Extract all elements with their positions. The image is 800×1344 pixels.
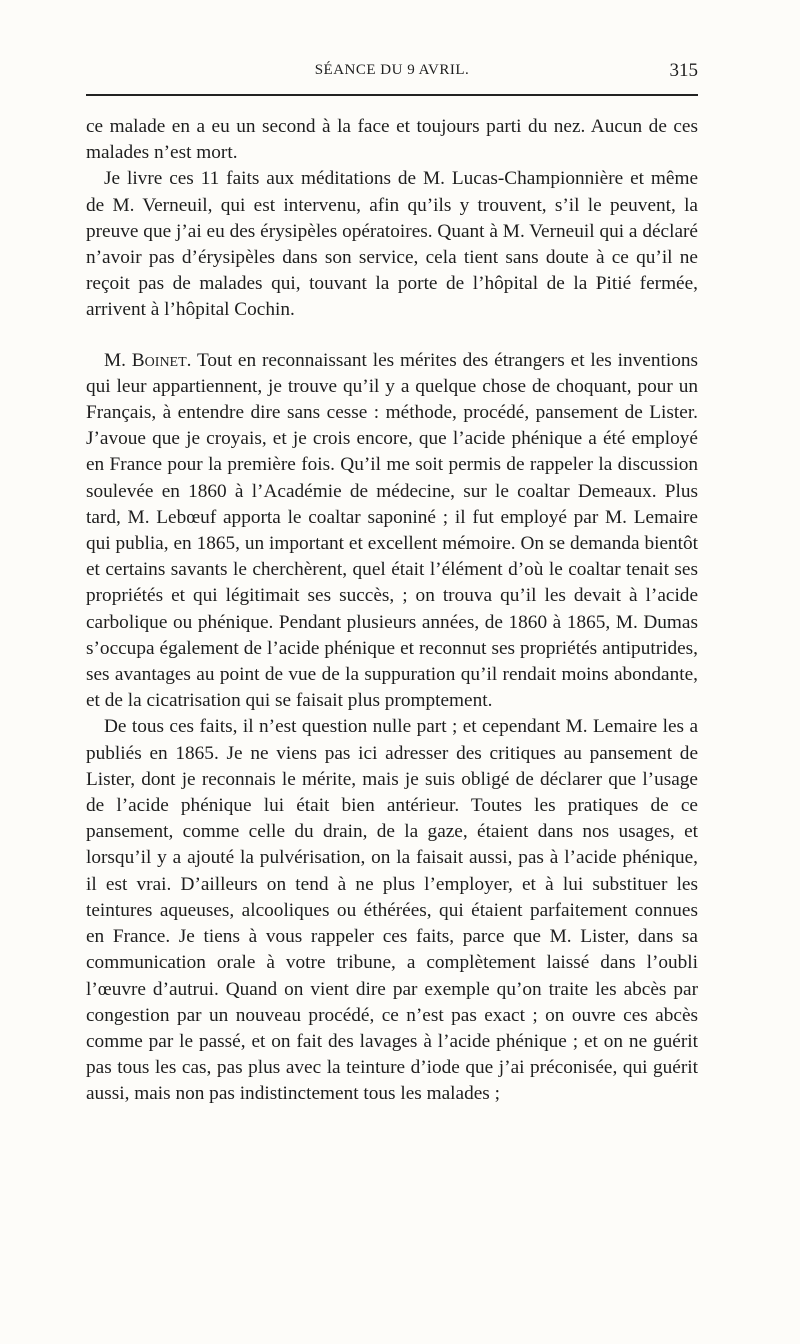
header-rule [86,94,698,96]
paragraph-text: De tous ces faits, il n’est question nulle part ; et cependant M. Lemaire les a publiés en 1865. Je ne viens pas ici adresser des critiques au pansement de Lister, dont je reconnais le mérite, mais je suis obligé de déclarer que l’usage de l’acide phénique lui était bien antérieur. Toutes les pratiques de ce pansement, comme celle du drain, de la gaze, étaient dans nos usages, et lorsqu’il y a ajouté la pulvérisation, on la faisait aussi, pas à l’acide phénique, il est vrai. D’ailleurs on tend à ne plus l’employer, et à lui substituer les teintures aqueuses, alcooliques ou éthérées, qui étaient parfaitement connues en France. Je tiens à vous rappeler ces faits, parce que M. Lister, dans sa communication orale à votre tribune, a complètement laissé dans l’oubli l’œuvre d’autrui. Quand on vient dire par exemple qu’on traite les abcès par congestion par un nouveau procédé, ce n’est pas exact ; on ouvre ces abcès comme par le passé, et on fait des lavages à l’acide phénique ; et on ne guérit pas tous les cas, pas plus avec la teinture d’iode que j’ai préconisée, qui guérit aussi, mais non pas indistinctement tous les malades ; [86,716,698,1105]
speaker-name: M. Boinet. [104,349,192,371]
running-head [86,62,698,86]
page-number: 315 [669,60,698,81]
paragraph [86,114,698,166]
paragraph [86,166,698,323]
paragraph-text: Tout en reconnaissant les mérites des étrangers et les inventions qui leur appartiennent, je trouve qu’il y a quelque chose de choquant, pour un Français, à entendre dire sans cesse : méthode, procédé, pansement de Lister. J’avoue que je croyais, et je crois encore, que l’acide phénique a été employé en France pour la première fois. Qu’il me soit permis de rappeler la discussion soulevée en 1860 à l’Académie de médecine, sur le coaltar Demeaux. Plus tard, M. Lebœuf apporta le coaltar saponiné ; il fut employé par M. Lemaire qui publia, en 1865, un important et excellent mémoire. On se demanda bientôt et certains savants le cherchèrent, quel était l’élément d’où le coaltar tenait ses propriétés et qui légitimait ses succès, ; on trouva qu’il les devait à l’acide carbolique ou phénique. Pendant plusieurs années, de 1860 à 1865, M. Dumas s’occupa également de l’acide phénique et reconnut ses propriétés antiputrides, ses avantages au point de vue de la suppuration qu’il rendait moins abondante, et de la cicatrisation qui se faisait plus promptement. [86,349,698,712]
paragraph [86,714,698,1107]
speech-paragraph [86,348,698,715]
paragraph-text: Je livre ces 11 faits aux méditations de M. Lucas-Championnière et même de M. Verneuil, qui est intervenu, afin qu’ils y trouvent, s’il le peuvent, la preuve que j’ai eu des érysipèles opératoires. Quant à M. Verneuil qui a déclaré n’avoir pas d’érysipèles dans son service, cela tient sans doute à ce qu’il ne reçoit pas de malades qui, touvant la porte de l’hôpital de la Pitié fermée, arrivent à l’hôpital Cochin. [86,168,698,321]
paragraph-text: ce malade en a eu un second à la face et toujours parti du nez. Aucun de ces malades n’est mort. [86,116,698,164]
running-title: SÉANCE DU 9 AVRIL. [314,62,470,78]
body-text [86,114,698,1108]
